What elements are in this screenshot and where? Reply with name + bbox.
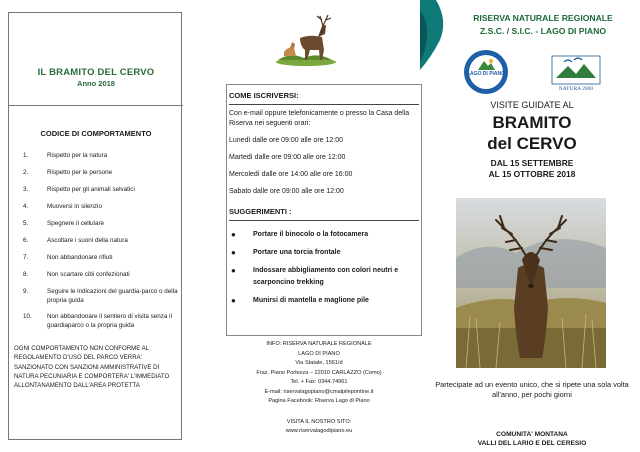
list-item: 3. Rispetto per gli animali selvatici [23, 186, 135, 193]
list-item: Martedì dalle ore 09:00 alle ore 12:00 [229, 154, 346, 161]
divider [9, 105, 183, 106]
registration-box [226, 84, 422, 336]
panel-codice [0, 0, 208, 452]
natura-2000-logo-icon: NATURA 2000 [550, 54, 602, 96]
list-item: ● Munirsi di mantella e maglione pile [231, 296, 369, 305]
list-item: 5. Spegnere il cellulare [23, 220, 105, 227]
decorative-shape-icon [420, 0, 448, 70]
list-item: Sabato dalle ore 09:00 alle ore 12:00 [229, 188, 344, 195]
website-link[interactable]: www.riservalagodipiano.eu [285, 428, 353, 434]
deer-illustration-icon [270, 8, 340, 68]
section-title: SUGGERIMENTI : [229, 207, 292, 216]
organizer: COMUNITA' MONTANA VALLI DEL LARIO E DEL CERESIO [477, 431, 587, 447]
rules-list [23, 151, 179, 337]
list-item: 8. Non scartare cibi confezionati [23, 271, 130, 278]
lago-logo-icon: LAGO DI PIANO [464, 50, 508, 94]
list-item: 9. Seguire le indicazioni del guardia-parco o della propria guida [23, 288, 178, 304]
list-item: ● Portare una torcia frontale [231, 248, 341, 257]
main-title: BRAMITO del CERVO [487, 113, 577, 153]
list-item: Lunedì dalle ore 09:00 alle ore 12:00 [229, 137, 344, 144]
hours-list [227, 136, 421, 197]
panel1-header [9, 67, 183, 88]
panel-iscrizione [214, 0, 424, 452]
list-item: 7. Non abbandonare rifiuti [23, 254, 113, 261]
list-item: ● Indossare abbigliamento con colori neutri e scarponcino trekking [231, 266, 399, 286]
contact-info: INFO: RISERVA NATURALE REGIONALE LAGO DI PIANO Via Statale, 1561/d Fraz. Piano Porlezza – 22010 CARLAZZO (Como) Tel. + Fax: 0344.74961 E-mail: riservalagopiano@cmalpilepontine.it Pagina Facebook: Riserva Lago di Piano [256, 341, 382, 404]
list-item: 10. Non abbandonare il sentiero di visita senza il guardiaparco o la propria guida [23, 313, 172, 329]
list-item: Mercoledì dalle ore 14:00 alle ore 16:00 [229, 171, 353, 178]
list-item: ● Portare il binocolo o la fotocamera [231, 230, 369, 239]
reserve-title: RISERVA NATURALE REGIONALE Z.S.C. / S.I.C. - LAGO DI PIANO [473, 13, 613, 36]
list-item: 4. Muoversi in silenzio [23, 203, 102, 210]
registration-text: Con e-mail oppure telefonicamente o presso la Casa della Riserva nei seguenti orari: [229, 110, 410, 127]
list-item: 1. Rispetto per la natura [23, 152, 108, 159]
panel1-year: Anno 2018 [77, 79, 115, 88]
website-info: VISITA IL NOSTRO SITO: www.riservalagodipiano.eu [214, 418, 424, 436]
list-item: 6. Ascoltare i suoni della natura [23, 237, 128, 244]
section-title: COME ISCRIVERSI: [229, 91, 299, 100]
list-item: 2. Rispetto per le persone [23, 169, 113, 176]
panel1-title: IL BRAMITO DEL CERVO [37, 67, 155, 78]
warning-text: OGNI COMPORTAMENTO NON CONFORME AL REGOLAMENTO D'USO DEL PARCO VERRA' SANZIONATO CON SANZIONI AMMINISTRATIVE DI NATURA PECUNIARIA E COMPORTERA' L'IMMEDIATO ALLONTANAMENTO DALL'AREA PROTETTA [14, 345, 170, 390]
panel-cover [424, 0, 640, 452]
event-dates: DAL 15 SETTEMBRE AL 15 OTTOBRE 2018 [488, 158, 576, 179]
event-description: Partecipate ad un evento unico, che si ripete una sola volta all'anno, per pochi giorni [435, 380, 629, 399]
subtitle: VISITE GUIDATE AL [490, 100, 574, 110]
suggestions-list [227, 221, 421, 307]
stag-painting-icon [456, 198, 606, 368]
codice-title: CODICE DI COMPORTAMENTO [40, 129, 152, 138]
